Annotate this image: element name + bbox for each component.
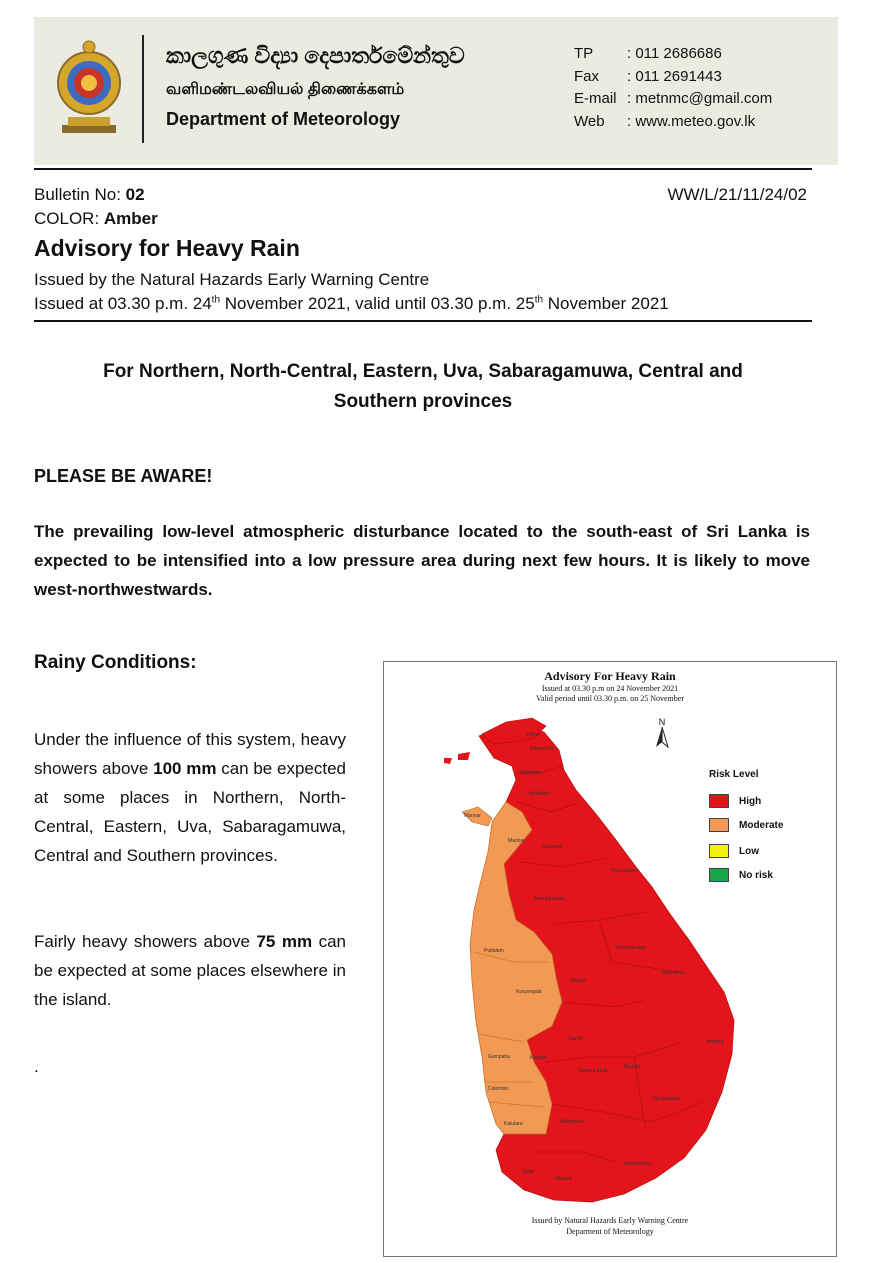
- bulletin-reference: WW/L/21/11/24/02: [667, 185, 807, 204]
- contact-label: TP: [574, 45, 594, 62]
- legend-label: Low: [739, 845, 759, 857]
- contact-value: : metnmc@gmail.com: [627, 90, 773, 107]
- legend-label: High: [739, 795, 762, 807]
- district-label: Mannar: [464, 813, 481, 819]
- paragraph-text: can be expected at some places in Northern, North-Central, Eastern, Uva, Sabaragamuwa, Central and Southern provinces.: [34, 759, 346, 865]
- district-label: Matale: [571, 978, 587, 984]
- map-title: Advisory For Heavy Rain: [544, 669, 676, 683]
- islet: [458, 752, 470, 760]
- department-name-tamil: வளிமண்டலவியல் திணைக்களம்: [166, 81, 405, 98]
- risk-map: [383, 661, 837, 1257]
- district-label: Ampara: [706, 1039, 724, 1045]
- contact-label: Web: [574, 112, 605, 130]
- rainfall-amount: 100 mm: [153, 759, 217, 778]
- paragraph-text: Under the influence of this system, heavy showers above: [34, 730, 346, 778]
- department-name-english: Department of Meteorology: [166, 109, 401, 129]
- contact-label: Fax: [574, 67, 600, 85]
- legend-title: Risk Level: [709, 769, 759, 780]
- rainy-paragraph-2: [34, 927, 346, 1014]
- contact-value: : www.meteo.gov.lk: [627, 112, 756, 130]
- map-footer: Issued by Natural Hazards Early Warning Centre: [531, 1216, 689, 1225]
- issued-at-part: Issued at 03.30 p.m. 24: [34, 294, 212, 313]
- issued-at: [34, 294, 669, 314]
- paragraph-text: can be expected at some places elsewhere in the island.: [34, 932, 346, 1009]
- district-label: Kandy: [569, 1036, 584, 1042]
- synopsis-paragraph: The prevailing low-level atmospheric disturbance located to the south-east of Sri Lanka is expected to be intensified into a low pressure area during next few hours. It is likely to move west-northwestwards.: [34, 522, 810, 599]
- provinces-heading-line: Southern provinces: [333, 391, 513, 412]
- header-divider: [142, 35, 144, 143]
- district-label: Matara: [556, 1176, 572, 1182]
- map-subtitle: Valid period until 03.30 p.m. on 25 November: [536, 694, 684, 703]
- trailing-dot: .: [34, 1057, 39, 1076]
- district-label: Mullaitivu: [529, 791, 550, 797]
- issued-at-part: November 2021, valid until 03.30 p.m. 25: [220, 294, 535, 313]
- district-label: Hambantota: [624, 1161, 652, 1167]
- contact-row: [574, 66, 772, 89]
- rainy-paragraph-1: [34, 725, 346, 870]
- provinces-heading: [34, 357, 812, 417]
- sri-lanka-map: [384, 662, 836, 1256]
- bulletin-color-label: COLOR:: [34, 209, 104, 228]
- district-label: Badulla: [624, 1064, 641, 1070]
- district-label: Galle: [522, 1169, 534, 1175]
- rainfall-amount: 75 mm: [256, 932, 313, 951]
- department-name-sinhala: කාලගුණ විද්‍යා දෙපාර්තමේන්තුව: [166, 43, 465, 68]
- district-label: Anuradhapura: [534, 896, 566, 902]
- legend-label: No risk: [739, 869, 773, 881]
- district-label: Trincomalee: [610, 868, 638, 874]
- contact-value: : 011 2686686: [627, 45, 722, 62]
- north-label: N: [658, 717, 666, 727]
- contact-row: [574, 111, 772, 134]
- advisory-title: Advisory for Heavy Rain: [34, 235, 300, 261]
- legend-label: Moderate: [739, 819, 784, 831]
- header-rule: [34, 168, 812, 170]
- islet: [444, 758, 452, 764]
- contact-row: [574, 43, 772, 66]
- district-label: Batticaloa: [662, 970, 684, 976]
- district-label: Kalutara: [504, 1121, 523, 1127]
- provinces-heading-line: For Northern, North-Central, Eastern, Uva, Sabaragamuwa, Central and: [103, 361, 743, 382]
- district-label: Polonnaruwa: [616, 945, 646, 951]
- issued-at-part: November 2021: [543, 294, 669, 313]
- district-label: Mannar: [508, 838, 525, 844]
- district-label: Kegalle: [530, 1055, 547, 1061]
- bulletin-number-value: 02: [125, 185, 145, 204]
- map-footer: Deparment of Meteorology: [566, 1227, 654, 1236]
- paragraph-text: Fairly heavy showers above: [34, 932, 257, 951]
- ordinal-suffix: th: [534, 294, 544, 306]
- aware-heading: PLEASE BE AWARE!: [34, 466, 213, 486]
- contact-row: [574, 88, 772, 111]
- bulletin-color: [34, 209, 158, 229]
- district-label: Monaragala: [653, 1096, 680, 1102]
- ordinal-suffix: th: [211, 294, 221, 306]
- bulletin-number: [34, 185, 145, 205]
- district-label: Puttalam: [484, 948, 504, 954]
- issued-by: Issued by the Natural Hazards Early Warning Centre: [34, 270, 430, 289]
- letterhead: [34, 17, 838, 165]
- district-label: Gampaha: [488, 1054, 510, 1060]
- contact-value: : 011 2691443: [627, 67, 722, 85]
- district-label: Jaffna: [526, 732, 540, 738]
- bulletin-color-value: Amber: [103, 209, 158, 228]
- national-emblem-icon: [54, 37, 124, 137]
- district-label: Vavuniya: [542, 844, 563, 850]
- district-label: Kilinochchi: [530, 746, 554, 752]
- district-label: Mullaitivu: [520, 770, 541, 776]
- contact-block: [574, 43, 772, 133]
- district-label: Nuwara Eliya: [578, 1068, 608, 1074]
- rainy-conditions-heading: Rainy Conditions:: [34, 652, 197, 673]
- district-label: Kurunegala: [516, 989, 542, 995]
- district-label: Colombo: [488, 1086, 509, 1092]
- contact-label: E-mail: [574, 90, 617, 107]
- bulletin-rule: [34, 320, 812, 322]
- bulletin-number-label: Bulletin No:: [34, 185, 126, 204]
- map-subtitle: Issued at 03.30 p.m on 24 November 2021: [541, 684, 679, 693]
- district-label: Ratnapura: [560, 1119, 584, 1125]
